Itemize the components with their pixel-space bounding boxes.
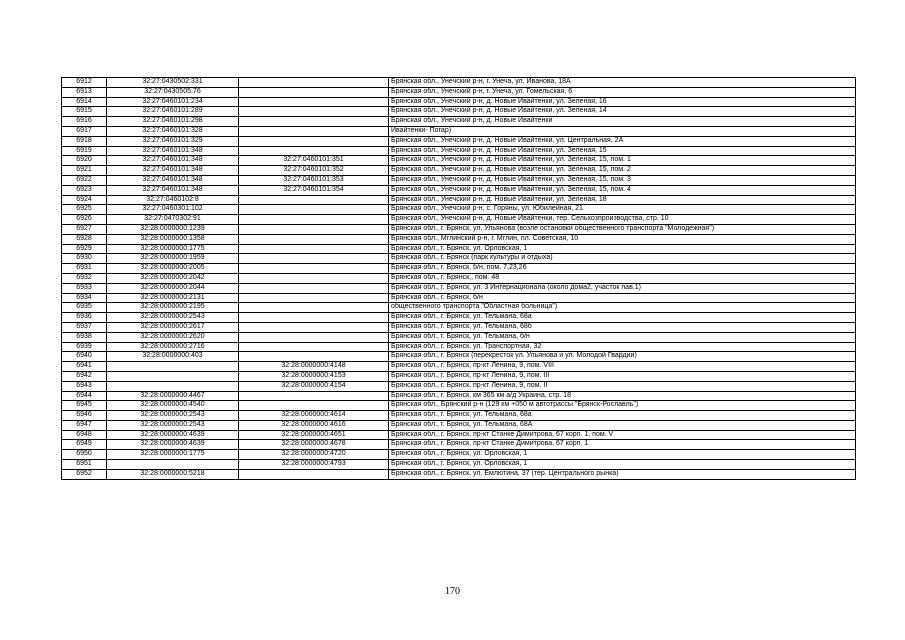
cadastral-number-cell: 32:27:0460101:348 [107,185,239,195]
cadastral-number-cell: 32:28:0000000:1775 [107,244,239,254]
table-row [62,440,856,450]
table-row [62,469,856,479]
address-cell: Брянская обл., Унечский р-н, д. Новые Ивайтенки, ул. Зеленая, 14 [389,107,856,117]
cadastral-number-cell: 32:28:0000000:2042 [107,273,239,283]
address-cell: Брянская обл., Унечский р-н, д. Новые Ивайтенки, ул. Зеленая, 15, пом. 4 [389,185,856,195]
cadastral-number-cell [107,362,239,372]
linked-cadastral-number-cell [239,244,389,254]
table-row [62,244,856,254]
row-number-cell: 6938 [62,332,107,342]
cadastral-number-cell: 32:27:0460101:348 [107,146,239,156]
linked-cadastral-number-cell [239,322,389,332]
table-row [62,332,856,342]
linked-cadastral-number-cell [239,205,389,215]
cadastral-number-cell: 32:27:0460101:329 [107,136,239,146]
address-cell: Брянская обл., г. Брянск, ул. Тельмана, 68А [389,420,856,430]
row-number-cell: 6919 [62,146,107,156]
cadastral-number-cell: 32:28:0000000:2543 [107,313,239,323]
row-number-cell: 6920 [62,156,107,166]
table-row [62,195,856,205]
address-cell: Брянская обл., г. Брянск, пр-кт Ленина, 9, пом. III [389,371,856,381]
row-number-cell: 6947 [62,420,107,430]
address-cell: Брянская обл., г. Брянск, ул. Орловская, 1 [389,450,856,460]
row-number-cell: 6951 [62,460,107,470]
row-number-cell: 6915 [62,107,107,117]
row-number-cell: 6921 [62,166,107,176]
row-number-cell: 6944 [62,391,107,401]
cadastral-number-cell: 32:28:0000000:1959 [107,254,239,264]
table-row [62,205,856,215]
address-cell: Брянская обл., г. Брянск (парк культуры и отдыха) [389,254,856,264]
row-number-cell: 6916 [62,117,107,127]
cadastral-number-cell: 32:28:0000000:2620 [107,332,239,342]
cadastral-number-cell: 32:28:0000000:2005 [107,264,239,274]
table-row [62,430,856,440]
linked-cadastral-number-cell: 32:27:0460101:353 [239,175,389,185]
address-cell: Брянская обл., г. Брянск (перекресток ул. Ульянова и ул. Молодой Гвардии) [389,352,856,362]
row-number-cell: 6936 [62,313,107,323]
linked-cadastral-number-cell [239,273,389,283]
table-row [62,381,856,391]
cadastral-number-cell: 32:27:0460101:348 [107,156,239,166]
cadastral-number-cell: 32:27:0460301:102 [107,205,239,215]
linked-cadastral-number-cell: 32:27:0460101:351 [239,156,389,166]
table-row [62,224,856,234]
row-number-cell: 6924 [62,195,107,205]
address-cell: Брянская обл., г. Брянск, б/н, пом. 7,23,26 [389,264,856,274]
property-table [61,77,856,480]
linked-cadastral-number-cell [239,234,389,244]
address-cell: Брянская обл., г. Брянск, ул. Транспортная, 32 [389,342,856,352]
table-row [62,401,856,411]
cadastral-number-cell: 32:28:0000000:2195 [107,303,239,313]
row-number-cell: 6942 [62,371,107,381]
address-cell: Брянская обл., Унечский р-н, д. Новые Ивайтенки, ул. Зеленая, 15 [389,146,856,156]
table-row [62,450,856,460]
address-cell: Брянская обл., Унечский р-н, д. Новые Ивайтенки, ул. Зеленая, 16 [389,97,856,107]
table-row [62,391,856,401]
row-number-cell: 6937 [62,322,107,332]
row-number-cell: 6939 [62,342,107,352]
row-number-cell: 6912 [62,78,107,88]
linked-cadastral-number-cell: 32:27:0460101:352 [239,166,389,176]
linked-cadastral-number-cell [239,332,389,342]
address-cell: Брянская обл., Унечский р-н, д. Новые Ивайтенки, тер. Сельхозпроизводства, стр. 10 [389,215,856,225]
table-row [62,371,856,381]
linked-cadastral-number-cell [239,283,389,293]
row-number-cell: 6927 [62,224,107,234]
table-row [62,411,856,421]
row-number-cell: 6946 [62,411,107,421]
cadastral-number-cell: 32:27:0460101:234 [107,97,239,107]
row-number-cell: 6935 [62,303,107,313]
address-cell: Брянская обл., Унечский р-н, д. Новые Ивайтенки, ул. Зеленая, 15, пом. 3 [389,175,856,185]
address-cell: Брянская обл., г. Брянск, б/н [389,293,856,303]
cadastral-number-cell: 32:28:0000000:2543 [107,420,239,430]
linked-cadastral-number-cell: 32:28:0000000:4148 [239,362,389,372]
linked-cadastral-number-cell [239,146,389,156]
row-number-cell: 6918 [62,136,107,146]
row-number-cell: 6934 [62,293,107,303]
table-row [62,293,856,303]
row-number-cell: 6948 [62,430,107,440]
table-row [62,342,856,352]
linked-cadastral-number-cell: 32:28:0000000:4678 [239,440,389,450]
address-cell: Брянская обл., г. Брянск, ул. Емлютина, 37 (тер. Центрального рынка) [389,469,856,479]
address-cell: Брянская обл., Унечский р-н, д. Новые Ивайтенки, ул. Зеленая, 18 [389,195,856,205]
linked-cadastral-number-cell [239,126,389,136]
table-row [62,97,856,107]
cadastral-number-cell: 32:28:0000000:403 [107,352,239,362]
cadastral-number-cell: 32:27:0460101:348 [107,166,239,176]
row-number-cell: 6949 [62,440,107,450]
table-row [62,264,856,274]
row-number-cell: 6945 [62,401,107,411]
table-row [62,87,856,97]
table-row [62,78,856,88]
table-row [62,234,856,244]
cadastral-number-cell: 32:28:0000000:5218 [107,469,239,479]
address-cell: Брянская обл., Унечский р-н, д. Новые Ивайтенки, ул. Центральная, 2А [389,136,856,146]
table-row [62,175,856,185]
address-cell: Брянская обл., г. Брянск, ул. 3 Интернационала (около дома2, участок пав.1) [389,283,856,293]
linked-cadastral-number-cell [239,303,389,313]
row-number-cell: 6933 [62,283,107,293]
table-row [62,322,856,332]
linked-cadastral-number-cell [239,313,389,323]
address-cell: Брянская обл., г. Брянск, пр-кт Станке Димитрова, 67 корп. 1, пом. V [389,430,856,440]
cadastral-number-cell: 32:28:0000000:2131 [107,293,239,303]
linked-cadastral-number-cell [239,215,389,225]
address-cell: Брянская обл., г. Брянск, пр-кт Ленина, 9, пом. VIII [389,362,856,372]
linked-cadastral-number-cell [239,254,389,264]
cadastral-number-cell: 32:28:0000000:1239 [107,224,239,234]
cadastral-number-cell: 32:28:0000000:2617 [107,322,239,332]
address-cell: Брянская обл., г. Брянск, ул. Тельмана, б/н [389,332,856,342]
linked-cadastral-number-cell [239,87,389,97]
row-number-cell: 6931 [62,264,107,274]
linked-cadastral-number-cell [239,391,389,401]
linked-cadastral-number-cell [239,342,389,352]
cadastral-number-cell: 32:28:0000000:2543 [107,411,239,421]
cadastral-number-cell [107,460,239,470]
table-row [62,156,856,166]
cadastral-number-cell: 32:27:0430502:331 [107,78,239,88]
cadastral-number-cell: 32:28:0000000:4639 [107,430,239,440]
table-row [62,215,856,225]
linked-cadastral-number-cell [239,293,389,303]
table-row [62,136,856,146]
table-row [62,420,856,430]
address-cell: Брянская обл., Унечский р-н, г. Унеча, ул. Иванова, 18А [389,78,856,88]
cadastral-number-cell: 32:28:0000000:1358 [107,234,239,244]
linked-cadastral-number-cell: 32:28:0000000:4793 [239,460,389,470]
row-number-cell: 6943 [62,381,107,391]
address-cell: Брянская обл., г. Брянск, пр-кт Станке Димитрова, 67 корп. 1 [389,440,856,450]
page-number: 170 [445,586,460,597]
address-cell: Брянская обл., Унечский р-н, г. Унеча, ул. Гомельская, 6 [389,87,856,97]
row-number-cell: 6952 [62,469,107,479]
cadastral-number-cell: 32:28:0000000:2044 [107,283,239,293]
linked-cadastral-number-cell: 32:28:0000000:4614 [239,411,389,421]
table-row [62,283,856,293]
address-cell: Брянская обл., Мглинский р-н, г. Мглин, пл. Советская, 10 [389,234,856,244]
cadastral-number-cell: 32:28:0000000:1775 [107,450,239,460]
row-number-cell: 6922 [62,175,107,185]
table-row [62,254,856,264]
linked-cadastral-number-cell [239,117,389,127]
row-number-cell: 6929 [62,244,107,254]
linked-cadastral-number-cell [239,107,389,117]
address-cell: общественного транспорта "Областная больница") [389,303,856,313]
table-row [62,362,856,372]
linked-cadastral-number-cell: 32:27:0460101:354 [239,185,389,195]
cadastral-number-cell: 32:27:0460102:8 [107,195,239,205]
table-row [62,460,856,470]
row-number-cell: 6950 [62,450,107,460]
cadastral-number-cell [107,371,239,381]
cadastral-number-cell: 32:27:0430505:76 [107,87,239,97]
cadastral-number-cell: 32:28:0000000:4639 [107,440,239,450]
linked-cadastral-number-cell [239,97,389,107]
row-number-cell: 6926 [62,215,107,225]
linked-cadastral-number-cell [239,195,389,205]
address-cell: Брянская обл., г. Брянск, пр-кт Ленина, 9, пом. II [389,381,856,391]
address-cell: Брянская обл., г. Брянск, ул. Ульянова (возле остановки общественного транспорта "Молодежная") [389,224,856,234]
cadastral-number-cell: 32:28:0000000:4540 [107,401,239,411]
cadastral-number-cell: 32:27:0460101:348 [107,175,239,185]
cadastral-number-cell [107,381,239,391]
row-number-cell: 6941 [62,362,107,372]
table-row [62,126,856,136]
table-row [62,273,856,283]
cadastral-number-cell: 32:27:0460101:289 [107,107,239,117]
linked-cadastral-number-cell [239,401,389,411]
linked-cadastral-number-cell: 32:28:0000000:4154 [239,381,389,391]
table-body [62,78,856,480]
row-number-cell: 6914 [62,97,107,107]
cadastral-number-cell: 32:28:0000000:2716 [107,342,239,352]
linked-cadastral-number-cell [239,136,389,146]
address-cell: Брянская обл., г. Брянск, ул. Орловская, 1 [389,460,856,470]
cadastral-number-cell: 32:27:0470302:91 [107,215,239,225]
row-number-cell: 6917 [62,126,107,136]
row-number-cell: 6932 [62,273,107,283]
linked-cadastral-number-cell [239,264,389,274]
cadastral-number-cell: 32:27:0460101:298 [107,117,239,127]
address-cell: Брянская обл., Унечский р-н, д. Новые Ивайтенки [389,117,856,127]
address-cell: Брянская обл., г. Брянск, км 365 км а/д Украина, стр. 18 [389,391,856,401]
row-number-cell: 6925 [62,205,107,215]
table-row [62,107,856,117]
address-cell: Брянская обл., Унечский р-н, с. Горяны, ул. Юбилейная, 21 [389,205,856,215]
table-row [62,352,856,362]
linked-cadastral-number-cell [239,224,389,234]
address-cell: Ивайтенки- Погар) [389,126,856,136]
address-cell: Брянская обл., г. Брянск,, пом. 48 [389,273,856,283]
table-row [62,146,856,156]
linked-cadastral-number-cell: 32:28:0000000:4651 [239,430,389,440]
row-number-cell: 6923 [62,185,107,195]
cadastral-number-cell: 32:28:0000000:4467 [107,391,239,401]
address-cell: Брянская обл., Унечский р-н, д. Новые Ивайтенки, ул. Зеленая, 15, пом. 2 [389,166,856,176]
table-row [62,117,856,127]
row-number-cell: 6940 [62,352,107,362]
address-cell: Брянская обл., г. Брянск, ул. Тельмана, 68а [389,411,856,421]
address-cell: Брянская обл., г. Брянск, ул. Тельмана, 68а [389,313,856,323]
linked-cadastral-number-cell: 32:28:0000000:4720 [239,450,389,460]
table-row [62,313,856,323]
table-row [62,303,856,313]
linked-cadastral-number-cell [239,78,389,88]
linked-cadastral-number-cell: 32:28:0000000:4153 [239,371,389,381]
row-number-cell: 6930 [62,254,107,264]
table-row [62,185,856,195]
linked-cadastral-number-cell [239,352,389,362]
address-cell: Брянская обл., Унечский р-н, д. Новые Ивайтенки, ул. Зеленая, 15, пом. 1 [389,156,856,166]
row-number-cell: 6928 [62,234,107,244]
address-cell: Брянская обл., г. Брянск, ул. Орловская, 1 [389,244,856,254]
linked-cadastral-number-cell [239,469,389,479]
table-row [62,166,856,176]
row-number-cell: 6913 [62,87,107,97]
address-cell: Брянская обл., г. Брянск, ул. Тельмана, 68б [389,322,856,332]
cadastral-number-cell: 32:27:0460101:328 [107,126,239,136]
linked-cadastral-number-cell: 32:28:0000000:4616 [239,420,389,430]
address-cell: Брянская обл., Брянский р-н (129 км +050 м автотрассы "Брянск-Рославль") [389,401,856,411]
